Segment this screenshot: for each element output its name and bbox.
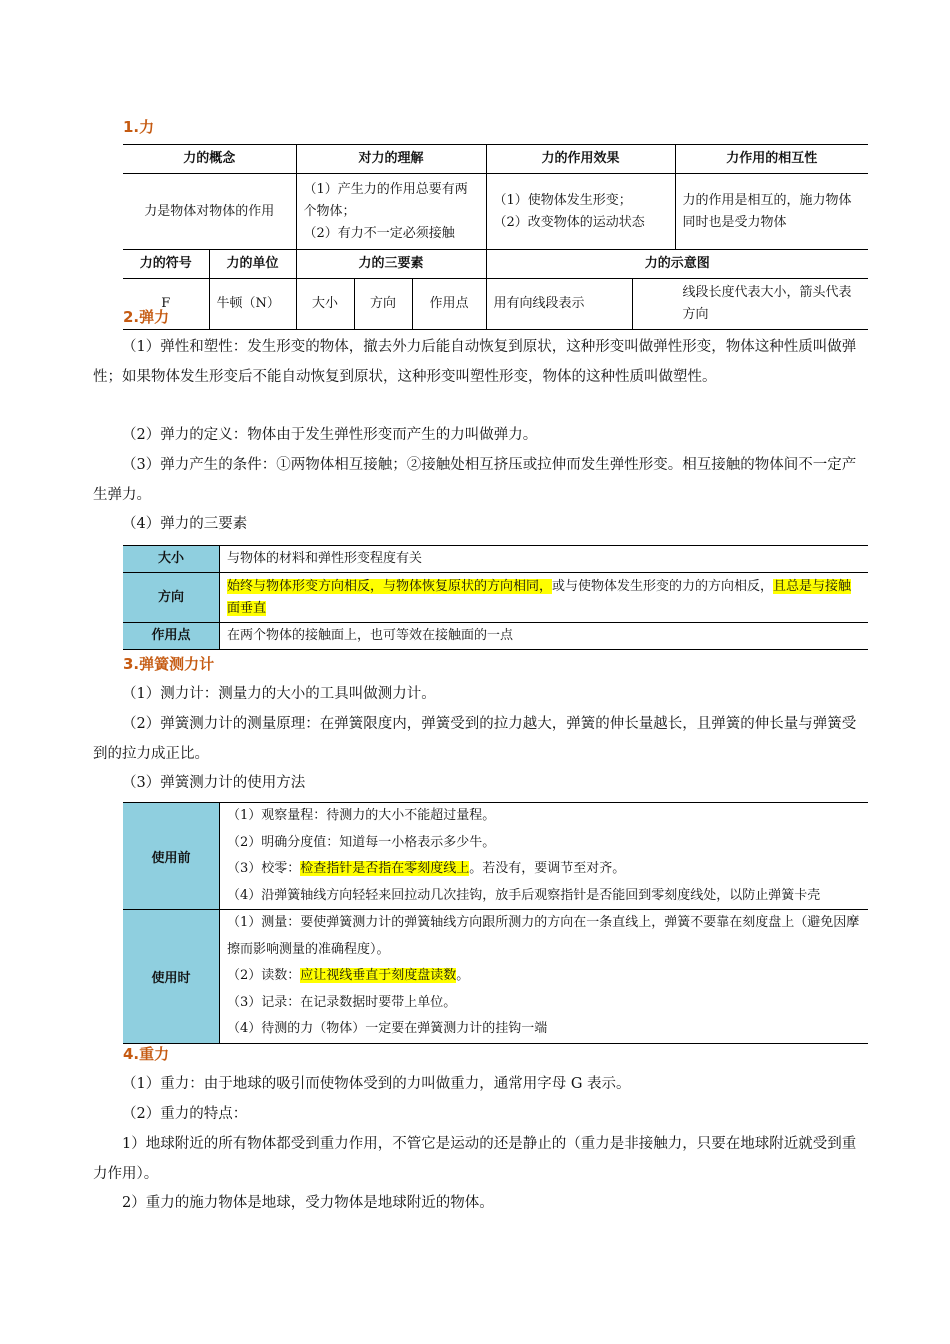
elastic-elements-table <box>123 545 868 650</box>
direction-middle: 或与使物体发生形变的力的方向相反， <box>552 578 774 594</box>
cell-unit: 牛顿（N） <box>209 279 296 330</box>
spring-paragraph-3: （3）弹簧测力计的使用方法 <box>122 775 306 791</box>
header-concept: 力的概念 <box>123 145 296 174</box>
effects-line-2: （2）改变物体的运动状态 <box>493 214 645 230</box>
cell-diagram-a: 用有向线段表示 <box>486 279 632 330</box>
cell-mutual: 力的作用是相互的，施力物体同时也是受力物体 <box>675 174 868 250</box>
cell-understanding <box>296 174 486 250</box>
before-item-3-suffix: 。若没有，要调节至对齐。 <box>469 861 626 876</box>
before-item-3 <box>227 856 861 883</box>
during-item-2-prefix: （2）读数： <box>227 968 301 983</box>
understanding-line-1: （1）产生力的作用总要有两个物体； <box>303 181 468 219</box>
before-item-4: （4）沿弹簧轴线方向轻轻来回拉动几次挂钩，放手后观察指针是否能回到零刻度线处，以防止弹簧卡壳 <box>227 887 821 903</box>
header-unit: 力的单位 <box>209 250 296 279</box>
before-item-1: （1）观察量程：待测力的大小不能超过量程。 <box>227 808 496 823</box>
cell-element-point: 作用点 <box>412 279 486 330</box>
header-mutual: 力作用的相互性 <box>675 145 868 174</box>
spring-paragraph-2: （2）弹簧测力计的测量原理：在弹簧限度内，弹簧受到的拉力越大，弹簧的伸长量越长，且弹簧的伸长量与弹簧受到的拉力成正比。 <box>93 716 857 762</box>
cell-diagram-b: 线段长度代表大小，箭头代表方向 <box>632 279 868 330</box>
during-item-3: （3）记录：在记录数据时要带上单位。 <box>227 994 457 1010</box>
spring-paragraph-1: （1）测力计：测量力的大小的工具叫做测力计。 <box>122 686 436 702</box>
header-diagram: 力的示意图 <box>486 250 868 279</box>
header-symbol: 力的符号 <box>123 250 209 279</box>
section-heading-elastic: 2.弹力 <box>123 308 170 326</box>
elastic-paragraph-2: （2）弹力的定义：物体由于发生弹性形变而产生的力叫做弹力。 <box>122 427 538 443</box>
elastic-paragraph-4: （4）弹力的三要素 <box>122 516 248 532</box>
header-effects: 力的作用效果 <box>486 145 675 174</box>
during-item-2-highlight: 应让视线垂直于刻度盘读数 <box>300 968 457 983</box>
label-point: 作用点 <box>123 623 220 650</box>
before-item-3-highlight: 检查指针是否指在零刻度线上 <box>300 861 470 876</box>
before-item-3-prefix: （3）校零： <box>227 861 301 876</box>
cell-point: 在两个物体的接触面上，也可等效在接触面的一点 <box>220 623 869 650</box>
section-heading-spring: 3.弹簧测力计 <box>123 655 215 673</box>
before-item-2: （2）明确分度值：知道每一小格表示多少牛。 <box>227 834 496 850</box>
gravity-paragraph-1: （1）重力：由于地球的吸引而使物体受到的力叫做重力，通常用字母 G 表示。 <box>122 1076 631 1092</box>
cell-element-size: 大小 <box>296 279 354 330</box>
gravity-paragraph-4: 2）重力的施力物体是地球，受力物体是地球附近的物体。 <box>122 1195 494 1211</box>
gravity-paragraph-3: 1）地球附近的所有物体都受到重力作用，不管它是运动的还是静止的（重力是非接触力，只要在地球附近就受到重力作用）。 <box>93 1136 857 1182</box>
cell-concept: 力是物体对物体的作用 <box>123 174 296 250</box>
header-three-elements: 力的三要素 <box>296 250 486 279</box>
section-heading-gravity: 4.重力 <box>123 1045 170 1063</box>
direction-highlight-1: 始终与物体形变方向相反，与物体恢复原状的方向相同， <box>227 578 553 594</box>
direction-highlight-2: 且总是与接触面垂直 <box>227 578 852 616</box>
label-before-use: 使用前 <box>123 803 220 910</box>
section-heading-force: 1.力 <box>123 118 155 136</box>
gravity-paragraph-2: （2）重力的特点： <box>122 1106 248 1122</box>
during-item-2-suffix: 。 <box>456 968 470 983</box>
cell-during-use <box>220 910 869 1044</box>
effects-line-1: （1）使物体发生形变； <box>493 192 632 208</box>
force-table <box>123 144 868 330</box>
cell-before-use <box>220 803 869 910</box>
elastic-paragraph-1: （1）弹性和塑性：发生形变的物体，撤去外力后能自动恢复到原状，这种形变叫做弹性形变，物体这种性质叫做弹性；如果物体发生形变后不能自动恢复到原状，这种形变叫塑性形变，物体的这种性质叫做塑性。 <box>93 339 857 385</box>
label-size: 大小 <box>123 546 220 573</box>
elastic-paragraph-3: （3）弹力产生的条件：①两物体相互接触；②接触处相互挤压或拉伸而发生弹性形变。相互接触的物体间不一定产生弹力。 <box>93 457 857 503</box>
cell-symbol: F <box>123 279 209 330</box>
during-item-4: （4）待测的力（物体）一定要在弹簧测力计的挂钩一端 <box>227 1021 548 1036</box>
label-during-use: 使用时 <box>123 910 220 1044</box>
header-understanding: 对力的理解 <box>296 145 486 174</box>
during-item-1: （1）测量：要使弹簧测力计的弹簧轴线方向跟所测力的方向在一条直线上，弹簧不要靠在刻度盘上（避免因摩擦而影响测量的准确程度）。 <box>227 915 860 957</box>
cell-direction <box>220 573 869 623</box>
label-direction: 方向 <box>123 573 220 623</box>
cell-effects <box>486 174 675 250</box>
cell-size: 与物体的材料和弹性形变程度有关 <box>220 546 869 573</box>
spring-usage-table <box>123 802 868 1044</box>
during-item-2 <box>227 963 861 990</box>
cell-element-direction: 方向 <box>354 279 412 330</box>
understanding-line-2: （2）有力不一定必须接触 <box>303 225 455 241</box>
